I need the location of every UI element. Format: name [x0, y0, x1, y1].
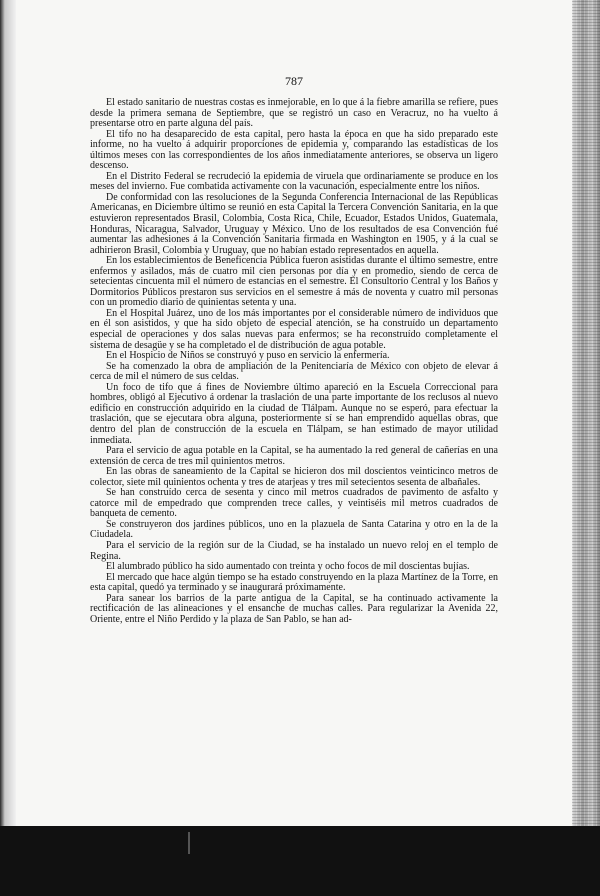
scan-bottom-band	[0, 826, 600, 896]
paragraph: Para el servicio de agua potable en la Capital, se ha aumentado la red general de cañerías en una extensión de cerca de tres mil quinientos metros.	[90, 445, 498, 467]
paragraph: En los establecimientos de Beneficencia Pública fueron asistidas durante el último semestre, entre enfermos y asilados, más de cuatro mil cien personas por día y en promedio, siendo de cerca de setecientas cincuenta mil el número de estancias en el semestre. El Consultorio Central y los Baños y Dormitorios Públicos prestaron sus servicios en el semestre á más de noventa y cuatro mil personas con un promedio diario de quinientas setenta y una.	[90, 255, 498, 309]
book-page	[16, 0, 572, 826]
paragraph: En el Hospital Juárez, uno de los más importantes por el considerable número de individuos que en él son asistidos, y que ha sido objeto de especial atención, se ha construído un departamento especial de operaciones y dos salas nuevas para enfermos; se ha reconstruído completamente el sistema de desagüe y se ha completado el de distribución de agua potable.	[90, 307, 498, 351]
paragraph: En el Hospicio de Niños se construyó y puso en servicio la enfermería.	[106, 350, 390, 362]
paragraph: Para sanear los barrios de la parte antigua de la Capital, se ha continuado activamente la rectificación de las alineaciones y el ensanche de muchas calles. Para regularizar la Avenida 22, Oriente, entre el Niño Perdido y la plaza de San Pablo, se han ad-	[90, 592, 498, 625]
paragraph: El tifo no ha desaparecido de esta capital, pero hasta la época en que ha sido preparado este informe, no ha vuelto á adquirir proporciones de epidemia y, comparando las estadísticas de los últimos meses con las correspondientes de los años inmediatamente anteriores, se observa un ligero descenso.	[90, 128, 498, 172]
paragraph: En el Distrito Federal se recrudeció la epidemia de viruela que ordinariamente se produce en los meses del invierno. Fue combatida activamente con la vacunación, especialmente entre los niños.	[90, 170, 498, 193]
body-text	[90, 98, 498, 625]
scan-artifact-mark	[188, 832, 190, 854]
scan-right-edge	[572, 0, 600, 896]
paragraph: El mercado que hace algún tiempo se ha estado construyendo en la plaza Martínez de la Torre, en esta capital, quedó ya terminado y se inaugurará próximamente.	[90, 571, 498, 594]
paragraph: En las obras de saneamiento de la Capital se hicieron dos mil doscientos veinticinco metros de colector, siete mil quinientos ochenta y tres de atarjeas y tres mil setecientos sesenta de albañales.	[90, 466, 498, 488]
paragraph: Se ha comenzado la obra de ampliación de la Penitenciaría de México con objeto de elevar á cerca de mil el número de sus celdas.	[90, 360, 498, 383]
paragraph: De conformidad con las resoluciones de la Segunda Conferencia Internacional de las Repúblicas Americanas, en Diciembre último se reunió en esta Capital la Tercera Convención Sanitaria, en la que estuvieron representados Brasil, Colombia, Costa Rica, Chile, Ecuador, Estados Unidos, Guatemala, Honduras, Nicaragua, Salvador, Uruguay y México. Uno de los resultados de esa Convención fué aumentar las adhesiones á la Convención Sanitaria firmada en Washington en 1905, y á la cual se adhirieron Brasil, Colombia y Uruguay, que no habían estado representados en aquella.	[90, 191, 498, 256]
scan-left-margin	[0, 0, 16, 896]
page-number: 787	[285, 74, 303, 88]
paragraph: Un foco de tifo que á fines de Noviembre último apareció en la Escuela Correccional para hombres, obligó al Ejecutivo á ordenar la traslación de una parte importante de los reclusos al nuevo edificio en construcción adquirido en la ciudad de Tlálpam. Aunque no se esperó, para efectuar la traslación, que se ejecutara obra alguna, posteriormente sí se han emprendido aquellas obras, que dentro del plan de construcción de la escuela en Tlálpam, se han estimado de mayor utilidad inmediata.	[90, 381, 498, 446]
paragraph: El alumbrado público ha sido aumentado con treinta y ocho focos de mil doscientas bujías.	[106, 561, 470, 573]
paragraph: Se han construído cerca de sesenta y cinco mil metros cuadrados de pavimento de asfalto y catorce mil de empedrado que comprenden trece calles, y veintiséis mil metros cuadrados de banqueta de cemento.	[90, 487, 498, 520]
paragraph: Se construyeron dos jardines públicos, uno en la plazuela de Santa Catarina y otro en la de la Ciudadela.	[90, 518, 498, 541]
paragraph: El estado sanitario de nuestras costas es inmejorable, en lo que á la fiebre amarilla se refiere, pues desde la primera semana de Septiembre, que se registró un caso en Veracruz, no ha vuelto á presentarse otro en parte alguna del país.	[90, 97, 498, 130]
paragraph: Para el servicio de la región sur de la Ciudad, se ha instalado un nuevo reloj en el templo de Regina.	[90, 539, 498, 562]
